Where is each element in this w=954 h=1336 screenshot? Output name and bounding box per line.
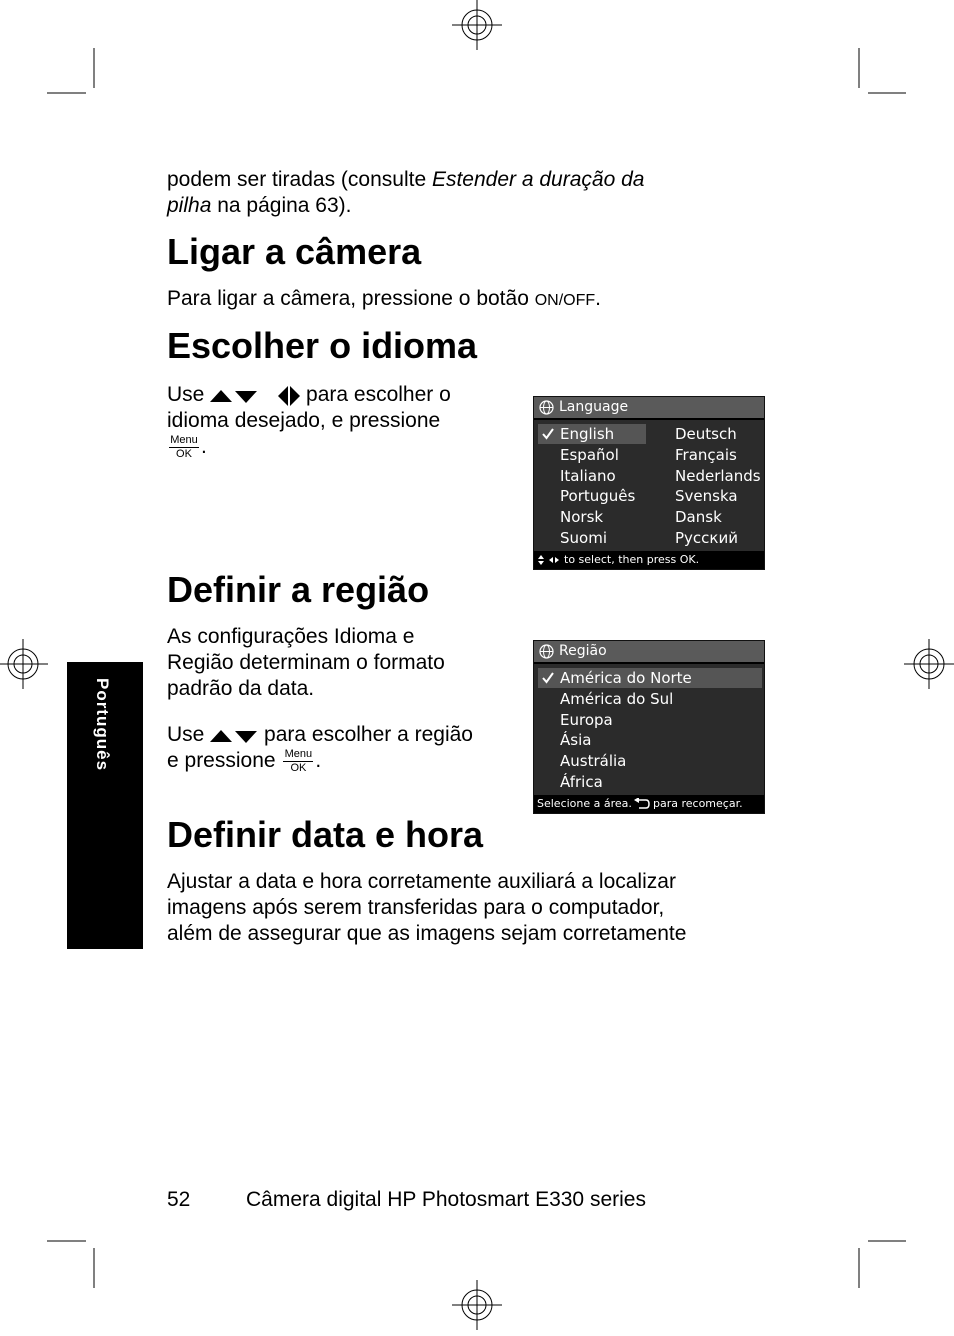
heading-data-hora: Definir data e hora bbox=[167, 814, 484, 855]
regiao-line: As configurações Idioma e bbox=[167, 625, 415, 648]
language-screen-footer-text: to select, then press OK. bbox=[564, 553, 700, 566]
idioma-use: Use bbox=[167, 383, 211, 406]
language-option[interactable]: Español bbox=[560, 446, 619, 464]
region-option[interactable]: Austrália bbox=[560, 752, 627, 770]
language-screen bbox=[533, 396, 765, 570]
heading-regiao: Definir a região bbox=[167, 569, 430, 610]
regiao-text-end: . bbox=[315, 749, 322, 772]
regiao-text-2: e pressione bbox=[167, 749, 282, 772]
region-footer-text-a: Selecione a área. bbox=[537, 797, 632, 810]
language-option[interactable]: Français bbox=[675, 446, 737, 464]
ligar-text: Para ligar a câmera, pressione o botão bbox=[167, 287, 535, 310]
menu-ok-icon: Menu OK bbox=[284, 748, 313, 775]
language-option[interactable]: English bbox=[560, 425, 615, 443]
idioma-paragraph bbox=[167, 382, 507, 460]
registration-mark-left bbox=[0, 639, 48, 689]
data-hora-line: Ajustar a data e hora corretamente auxiliará a localizar bbox=[167, 870, 676, 893]
footer-title: Câmera digital HP Photosmart E330 series bbox=[246, 1188, 646, 1211]
language-screen-footer bbox=[534, 551, 764, 569]
registration-mark-bottom bbox=[452, 1280, 502, 1330]
ligar-paragraph bbox=[167, 286, 767, 314]
language-option[interactable]: Dansk bbox=[675, 508, 722, 526]
registration-mark-top bbox=[452, 0, 502, 50]
intro-link-text-2: pilha bbox=[167, 194, 212, 217]
side-tab-label: Português bbox=[93, 678, 112, 772]
globe-icon bbox=[539, 644, 554, 659]
regiao-line: Região determinam o formato bbox=[167, 651, 445, 674]
language-option[interactable]: Nederlands bbox=[675, 467, 761, 485]
intro-text-2: na página 63). bbox=[211, 194, 352, 217]
region-option[interactable]: América do Sul bbox=[560, 690, 674, 708]
language-option[interactable]: Svenska bbox=[675, 487, 738, 505]
regiao-paragraph-2 bbox=[167, 722, 527, 774]
heading-ligar: Ligar a câmera bbox=[167, 231, 422, 272]
intro-link-text: Estender a duração da bbox=[431, 168, 645, 191]
up-down-arrows-icon bbox=[210, 724, 258, 746]
region-screen-footer bbox=[534, 795, 764, 813]
language-option[interactable]: Suomi bbox=[560, 529, 607, 547]
heading-idioma: Escolher o idioma bbox=[167, 325, 478, 366]
region-footer-text-b: para recomeçar. bbox=[653, 797, 743, 810]
region-option[interactable]: África bbox=[560, 773, 603, 791]
idioma-text-2: idioma desejado, e pressione bbox=[167, 409, 441, 432]
language-option[interactable]: Italiano bbox=[560, 467, 616, 485]
regiao-use: Use bbox=[167, 723, 211, 746]
page-number: 52 bbox=[167, 1188, 191, 1211]
language-screen-title: Language bbox=[559, 399, 629, 415]
region-screen bbox=[533, 640, 765, 814]
registration-mark-right bbox=[904, 639, 954, 689]
idioma-text-1: para escolher o bbox=[300, 383, 451, 406]
language-option[interactable]: Русский bbox=[675, 529, 738, 547]
globe-icon bbox=[539, 400, 554, 415]
idioma-text-end: . bbox=[201, 435, 207, 458]
intro-paragraph bbox=[167, 167, 767, 219]
regiao-line: padrão da data. bbox=[167, 677, 315, 700]
intro-text-1: podem ser tiradas (consulte bbox=[167, 168, 432, 191]
language-screen-header bbox=[534, 397, 764, 420]
checkmark-icon bbox=[542, 428, 554, 440]
region-option[interactable]: Ásia bbox=[560, 731, 592, 749]
region-option[interactable]: Europa bbox=[560, 711, 613, 729]
back-arrow-icon bbox=[634, 798, 650, 810]
region-screen-header bbox=[534, 641, 764, 664]
data-hora-line: imagens após serem transferidas para o computador, bbox=[167, 896, 665, 919]
language-option[interactable]: Deutsch bbox=[675, 425, 737, 443]
data-hora-line: além de assegurar que as imagens sejam corretamente bbox=[167, 922, 687, 945]
up-down-left-right-arrows-icon bbox=[210, 384, 300, 406]
language-option[interactable]: Português bbox=[560, 487, 636, 505]
checkmark-icon bbox=[542, 672, 554, 684]
region-option[interactable]: América do Norte bbox=[560, 669, 692, 687]
on-off-button-label: ON/OFF bbox=[534, 292, 596, 309]
language-option[interactable]: Norsk bbox=[560, 508, 604, 526]
region-screen-title: Região bbox=[559, 643, 607, 659]
data-hora-paragraph bbox=[167, 869, 807, 947]
regiao-paragraph-1 bbox=[167, 624, 517, 702]
ligar-text-end: . bbox=[595, 287, 601, 310]
menu-ok-icon: Menu OK bbox=[170, 434, 198, 461]
arrows-icon bbox=[537, 555, 561, 565]
regiao-text-1: para escolher a região bbox=[258, 723, 473, 746]
